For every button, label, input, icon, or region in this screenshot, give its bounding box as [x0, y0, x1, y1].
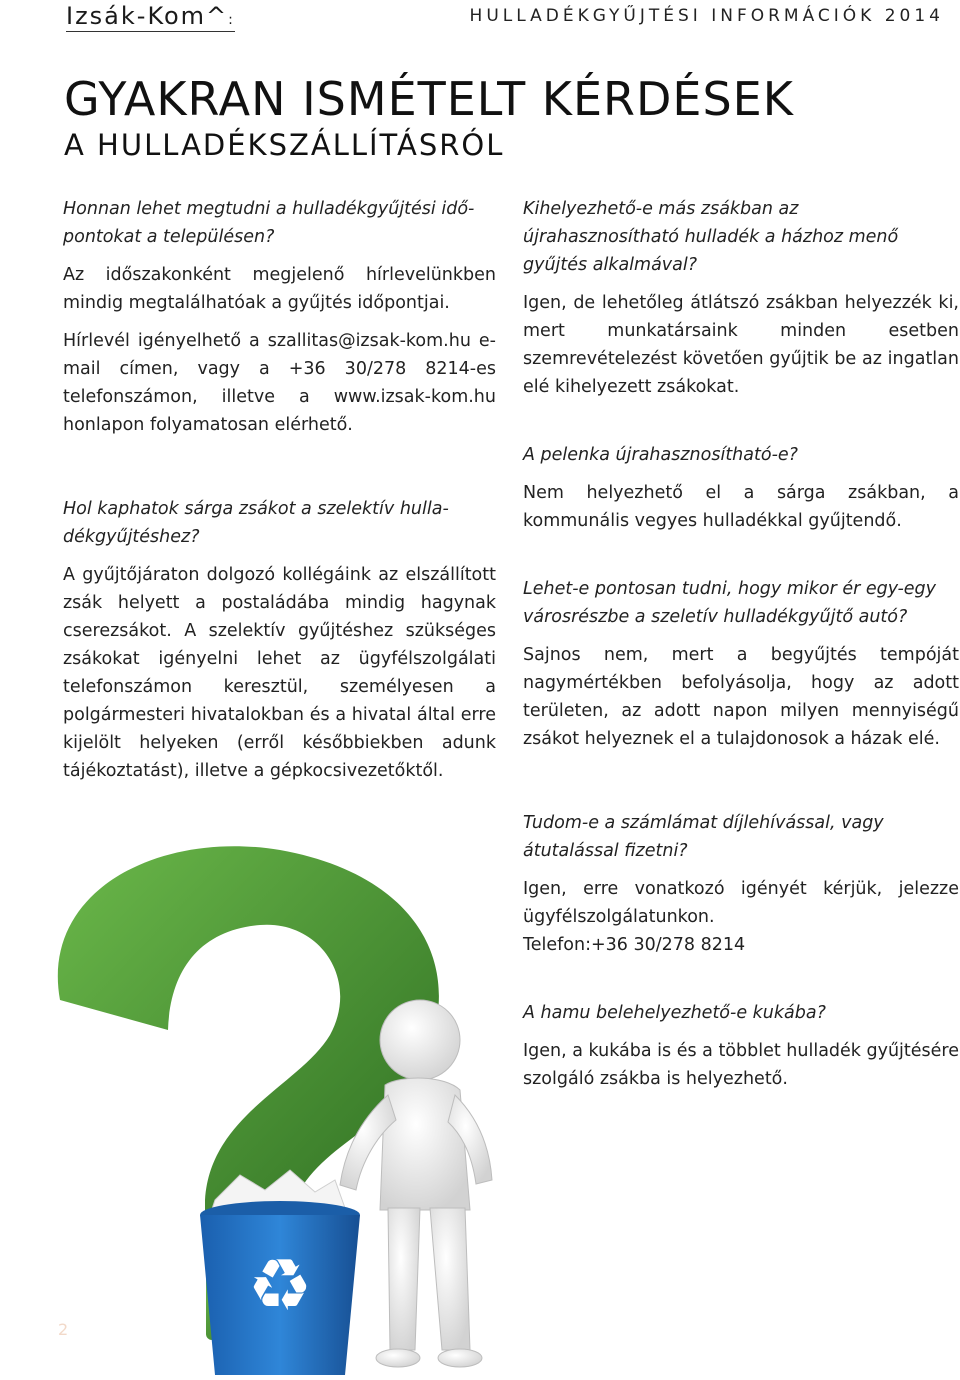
answer-payment: Igen, erre vonatkozó igényét kérjük, jelezze ügyfélszolgálatunkon.	[523, 879, 959, 927]
left-column	[63, 195, 496, 785]
answer-ash: Igen, a kukába is és a többlet hulladék gyűjtésére szolgáló zsákba is helyezhető.	[523, 1041, 959, 1089]
question-other-bags: Kihelyezhető-e más zsákban az újrahasznosítható hulladék a házhoz menő gyűjtés alkalmával?	[523, 199, 899, 275]
question-truck-timing: Lehet-e pontosan tudni, hogy mikor ér egy-egy városrészbe a szeletív hulladékgyűjtő autó?	[523, 579, 937, 627]
page-number: 2	[58, 1320, 69, 1339]
header-title: HULLADÉKGYŰJTÉSI INFORMÁCIÓK 2014	[469, 6, 944, 26]
question-ash: A hamu belehelyezhető-e kukába?	[523, 1003, 826, 1023]
page-subtitle: A HULLADÉKSZÁLLÍTÁSRÓL	[64, 128, 505, 162]
question-payment: Tudom-e a számlámat díjlehívással, vagy átutalással fizetni?	[523, 813, 884, 861]
page-title: GYAKRAN ISMÉTELT KÉRDÉSEK	[64, 72, 794, 126]
recycle-icon: ♻	[247, 1243, 313, 1327]
answer-collection-dates-contact: Hírlevél igényelhető a szallitas@izsak-kom.hu e-mail címen, vagy a +36 30/278 8214-es telefonszámon, illetve a www.izsak-kom.hu honlapon folyamatosan elérhető.	[63, 331, 496, 435]
answer-payment-phone: Telefon:+36 30/278 8214	[523, 935, 746, 955]
brand-logo	[66, 2, 235, 32]
answer-other-bags: Igen, de lehetőleg átlátszó zsákban helyezzék ki, mert munkatársaink minden esetben szemrevételezést követően gyűjtik be az ingatlan elé kihelyezett zsákokat.	[523, 293, 959, 397]
answer-collection-dates-newsletter: Az időszakonként megjelenő hírlevelünkben mindig megtalálhatóak a gyűjtés időpontjai.	[63, 265, 496, 313]
question-collection-dates: Honnan lehet megtudni a hulladékgyűjtési idő-pontokat a településen?	[63, 199, 475, 247]
recycle-bin	[200, 1201, 360, 1375]
question-mark-illustration	[0, 830, 520, 1380]
right-column	[523, 195, 959, 1093]
answer-diapers: Nem helyezhető el a sárga zsákban, a kommunális vegyes hulladékkal gyűjtendő.	[523, 483, 959, 531]
brand-logo-suffix: :	[228, 12, 235, 28]
answer-yellow-bags: A gyűjtőjáraton dolgozó kollégáink az elszállított zsák helyett a postaládába mindig hagynak cserezsákot. A szelektív gyűjtéshez szükséges zsákokat igényelni lehet az ügyfélszolgálati telefonszámon keresztül, személyesen a polgármesteri hivatalokban és a hivatal által erre kijelölt helyeken (erről későbbiekben adunk tájékoztatást), illetve a gépkocsivezetőktől.	[63, 565, 496, 781]
brand-logo-text: Izsák-Kom^	[66, 2, 229, 30]
question-yellow-bags: Hol kaphatok sárga zsákot a szelektív hulla-dékgyűjtéshez?	[63, 499, 449, 547]
answer-truck-timing: Sajnos nem, mert a begyűjtés tempóját nagymértékben befolyásolja, hogy az adott területen, az adott napon milyen mennyiségű zsákot helyeznek el a tulajdonosok a házak elé.	[523, 645, 959, 749]
question-diapers: A pelenka újrahasznosítható-e?	[523, 445, 798, 465]
